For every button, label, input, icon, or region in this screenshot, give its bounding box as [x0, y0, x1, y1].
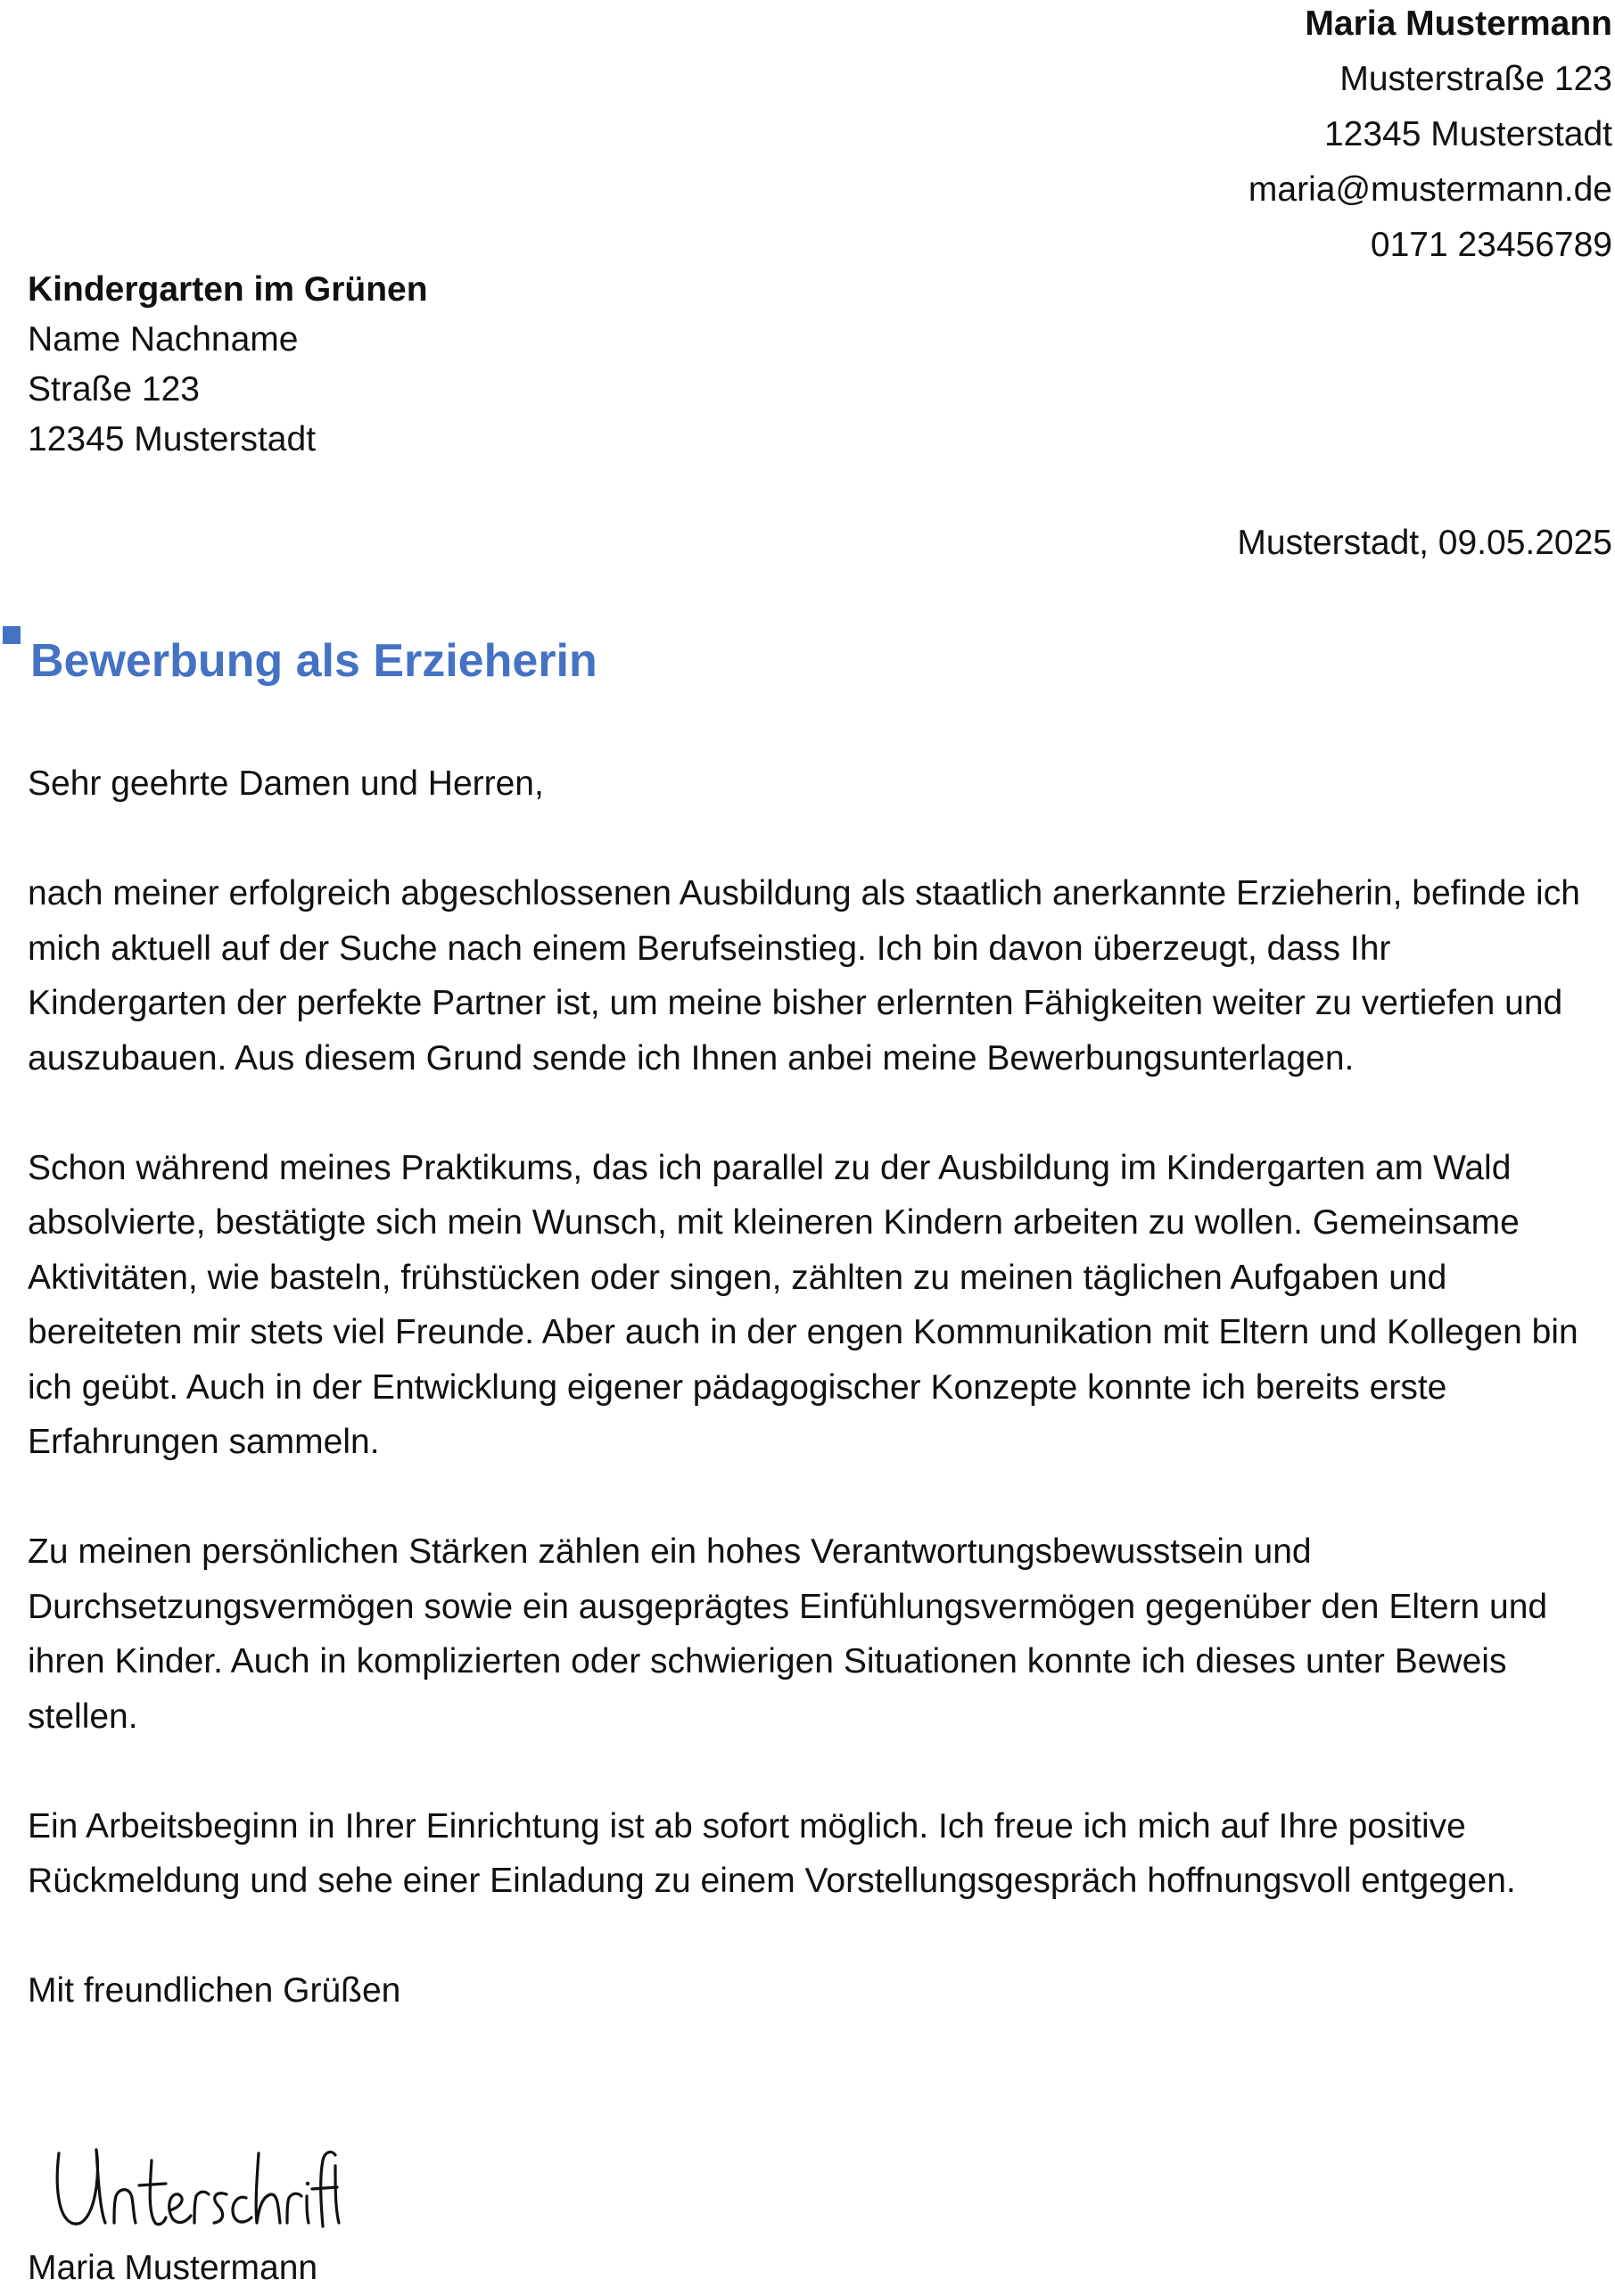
recipient-city: 12345 Musterstadt — [28, 420, 317, 458]
paragraph-2: Schon während meines Praktikums, das ich parallel zu der Ausbildung im Kindergarten am Wald absolvierte, bestätigte sich mein Wunsch, mit kleineren Kindern arbeiten zu wollen. Gemeinsame Aktivitäten, wie basteln, frühstücken oder singen, zählten zu meinen täglichen Aufgaben und bereiteten mir stets viel Freunde. Aber auch in der engen Kommunikation mit Eltern und Kollegen bin ich geübt. Auch in der Entwicklung eigener pädagogischer Konzepte konnte ich bereits erste Erfahrungen sammeln. — [28, 1148, 1578, 1461]
signer-name: Maria Mustermann — [28, 2249, 318, 2287]
sender-city: 12345 Musterstadt — [1323, 115, 1612, 153]
recipient-contact: Name Nachname — [28, 320, 299, 359]
sender-block — [899, 0, 1612, 273]
sender-email: maria@mustermann.de — [1248, 170, 1612, 209]
date-line: Musterstadt, 09.05.2025 — [1237, 524, 1612, 562]
recipient-organization: Kindergarten im Grünen — [28, 270, 428, 309]
recipient-street: Straße 123 — [28, 370, 200, 409]
subject-marker — [3, 626, 21, 644]
closing: Mit freundlichen Grüßen — [28, 1971, 401, 2010]
subject-heading: Bewerbung als Erzieherin — [30, 635, 597, 687]
recipient-block — [28, 265, 428, 465]
salutation: Sehr geehrte Damen und Herren, — [28, 764, 544, 803]
paragraph-1: nach meiner erfolgreich abgeschlossenen Ausbildung als staatlich anerkannte Erzieherin, befinde ich mich aktuell auf der Suche nach einem Berufseinstieg. Ich bin davon überzeugt, dass Ihr Kindergarten der perfekte Partner ist, um meine bisher erlernten Fähigkeiten weiter zu vertiefen und auszubauen. Aus diesem Grund sende ich Ihnen anbei meine Bewerbungsunterlagen. — [28, 874, 1580, 1078]
letter-body — [28, 756, 1588, 2019]
sender-street: Musterstraße 123 — [1339, 60, 1612, 98]
sender-name: Maria Mustermann — [1305, 4, 1612, 43]
handwritten-signature — [52, 2134, 346, 2241]
sender-phone: 0171 23456789 — [1370, 226, 1612, 264]
paragraph-4: Ein Arbeitsbeginn in Ihrer Einrichtung ist ab sofort möglich. Ich freue ich mich auf Ihre positive Rückmeldung und sehe einer Einladung zu einem Vorstellungsgespräch hoffnungsvoll entgegen. — [28, 1806, 1516, 1900]
paragraph-3: Zu meinen persönlichen Stärken zählen ein hohes Verantwortungsbewusstsein und Durchsetzungsvermögen sowie ein ausgeprägtes Einfühlungsvermögen gegenüber den Eltern und ihren Kinder. Auch in komplizierten oder schwierigen Situationen konnte ich dieses unter Beweis stellen. — [28, 1532, 1548, 1736]
